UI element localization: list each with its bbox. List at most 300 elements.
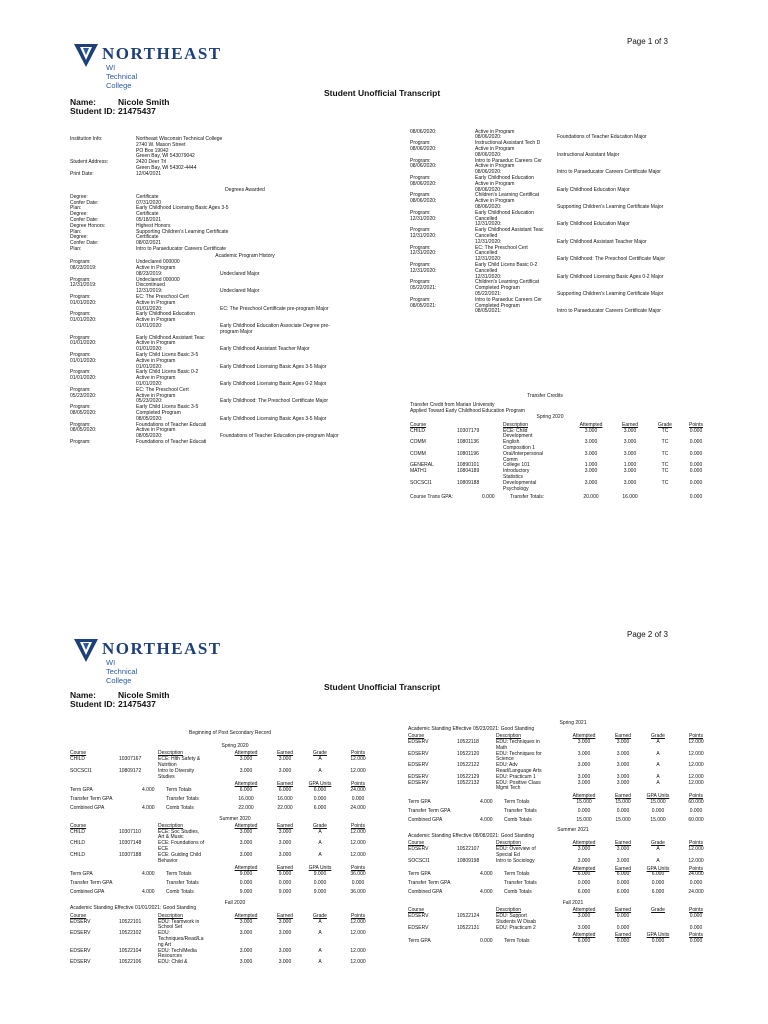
history-value: 08/06/2020: — [475, 203, 502, 210]
course-cell: 3.000 — [577, 924, 591, 931]
course-cell: ECE: Foundations of — [158, 840, 205, 847]
history-value: Early Child Licens Basic 0-2 — [475, 261, 538, 268]
course-cell: 10522120 — [457, 750, 480, 757]
course-cell: 3.000 — [616, 779, 630, 786]
history-value: 08/06/2020: — [475, 134, 502, 141]
degree-label: Confer Date: — [70, 199, 99, 206]
course-cell: 3.000 — [577, 779, 591, 786]
course-cell: Read/Language Arts — [496, 767, 542, 774]
history-value: Undeclared 000000 — [136, 276, 180, 283]
history-label: 08/05/2020: — [70, 409, 97, 416]
column-header: Earned — [276, 912, 294, 919]
degree-label: Degree: — [70, 211, 88, 218]
totals-header: Points — [351, 781, 365, 788]
totals-value: 6.000 — [577, 871, 591, 878]
history-value: Early Child Licens Basic 3-5 — [136, 351, 199, 358]
gpa-label: Term GPA — [408, 798, 431, 805]
history-label: Program: — [70, 311, 91, 318]
totals-label: Term Totals — [166, 871, 192, 878]
history-value: Early Childhood Education — [475, 209, 534, 216]
transfer-cell: 1.000 — [584, 462, 598, 469]
history-label: 01/01/2020: — [70, 317, 97, 324]
course-cell: EDSERV — [408, 924, 429, 931]
term-header: Spring 2020 — [221, 743, 249, 749]
history-value: Active in Program — [136, 317, 176, 324]
course-cell: 3.000 — [616, 762, 630, 769]
course-cell: 12.000 — [688, 857, 704, 864]
gpa-label: Transfer Term GPA — [408, 807, 451, 814]
degree-label: Plan: — [70, 205, 82, 212]
transfer-cell: 10809188 — [457, 479, 480, 486]
history-value: Intro to Paraeduc Careers Cer — [475, 296, 542, 303]
info-label: Print Date: — [70, 170, 94, 177]
degree-label: Degree: — [70, 234, 88, 241]
history-label: Program: — [70, 259, 91, 266]
course-cell: 3.000 — [278, 756, 292, 763]
course-cell: EDU: Tech/Media — [158, 947, 197, 954]
totals-value: 15.000 — [615, 798, 631, 805]
history-label: 12/31/2020: — [410, 267, 437, 274]
info-value: Northeast Wisconsin Technical College — [136, 136, 223, 142]
info-value: PO Box 19042 — [136, 147, 169, 154]
history-value: 08/06/2020: — [475, 151, 502, 158]
history-label: 12/31/2020: — [410, 232, 437, 239]
page-title: Student Unofficial Transcript — [324, 88, 441, 98]
student-id: 21475437 — [118, 699, 156, 709]
column-header: Earned — [276, 822, 294, 829]
totals-label: Term Totals — [166, 787, 192, 794]
course-cell: CHILD — [70, 851, 86, 858]
transfer-cell: 0.000 — [689, 468, 703, 475]
history-value: Intro to Paraeduc Careers Cer — [475, 157, 542, 164]
history-major: Undeclared Major — [220, 288, 260, 295]
transfer-cell: Comm — [503, 456, 518, 463]
course-cell: A — [656, 762, 660, 769]
history-major: program Major — [220, 328, 253, 335]
course-cell: 3.000 — [278, 930, 292, 937]
history-value: 08/06/2020: — [475, 169, 502, 176]
history-value: 08/05/2021: — [475, 308, 502, 315]
course-cell: EDSERV — [408, 738, 429, 745]
totals-header: GPA Units — [308, 865, 332, 872]
degree-value: Certificate — [136, 211, 159, 218]
course-cell: 3.000 — [239, 930, 253, 937]
course-cell: 10522104 — [119, 947, 142, 954]
history-major: Instructional Assistant Major — [557, 151, 620, 158]
history-label: 12/31/2020: — [410, 215, 437, 222]
column-header: Points — [689, 421, 703, 428]
degree-label: Degree Honors: — [70, 222, 106, 229]
history-label: Program: — [70, 369, 91, 376]
column-header: Grade — [658, 421, 672, 428]
totals-header: Attempted — [572, 793, 596, 800]
totals-value: 6.000 — [651, 871, 665, 878]
northeast-logo-icon — [72, 41, 100, 69]
transfer-cell: 3.000 — [623, 479, 637, 486]
totals-value: 6.000 — [313, 804, 327, 811]
transfer-cell: MATH1 — [410, 468, 427, 475]
transfer-cell: English — [503, 439, 520, 446]
totals-value: 0.000 — [651, 938, 665, 945]
transfer-cell: 3.000 — [623, 468, 637, 475]
totals-value: 0.000 — [616, 807, 630, 814]
course-cell: EDSERV — [408, 773, 429, 780]
course-cell: 10307148 — [119, 840, 142, 847]
course-cell: Studies — [158, 773, 175, 780]
history-value: EC: The Preschool Cert — [136, 386, 189, 393]
totals-value: 6.000 — [278, 787, 292, 794]
history-value: Active in Program — [475, 163, 515, 170]
course-cell: Nutrition — [158, 761, 177, 768]
column-header: Points — [689, 907, 703, 914]
course-cell: 12.000 — [688, 773, 704, 780]
history-label: Program: — [410, 227, 431, 234]
course-cell: 12.000 — [350, 930, 366, 937]
totals-value: 15.000 — [576, 816, 592, 823]
totals-header: Earned — [276, 865, 294, 872]
history-label: Program: — [70, 421, 91, 428]
column-header: Points — [689, 840, 703, 847]
history-label: Program: — [70, 276, 91, 283]
transfer-cell: CHILD — [410, 427, 426, 434]
totals-value: 16.000 — [277, 795, 293, 802]
degree-label: Degree: — [70, 193, 88, 200]
course-cell: EDSERV — [408, 779, 429, 786]
transfer-totals-label: Transfer Totals: — [510, 494, 545, 501]
history-major: Early Childhood Education Major — [557, 221, 630, 228]
course-cell: EDU: Techniques for — [496, 750, 542, 757]
course-cell: Math — [496, 744, 508, 751]
history-value: Active in Program — [136, 264, 176, 271]
totals-value: 0.000 — [239, 880, 253, 886]
history-value: Discontinued — [136, 282, 165, 289]
gpa-value: 4.000 — [142, 888, 155, 895]
history-value: Early Childhood Assistant Teac — [475, 227, 544, 234]
totals-header: Points — [351, 865, 365, 872]
course-cell: 0.000 — [616, 912, 630, 919]
totals-value: 0.000 — [313, 795, 327, 802]
course-cell: A — [318, 840, 322, 847]
totals-label: Transfer Totals — [166, 795, 199, 802]
school-name: NORTHEAST — [102, 639, 222, 658]
course-cell: 0.000 — [689, 924, 703, 931]
academic-standing: Academic Standing Effective 08/08/2021: Good Standing — [408, 833, 535, 840]
course-cell: ECE: Guiding Child — [158, 851, 202, 858]
history-value: Active in Program — [475, 198, 515, 205]
course-cell: ECE: Hlth Safety & — [158, 756, 201, 763]
course-cell: 3.000 — [239, 959, 253, 966]
history-value: Children's Learning Certificat — [475, 192, 540, 199]
column-header: Attempted — [234, 822, 258, 829]
course-cell: ECE — [158, 846, 169, 852]
course-cell: 10522129 — [457, 773, 480, 780]
transfer-cell: 0.000 — [689, 439, 703, 446]
column-header: Attempted — [572, 907, 596, 914]
totals-value: 16.000 — [238, 795, 254, 802]
history-label: Program: — [410, 279, 431, 286]
course-cell: CHILD — [70, 840, 86, 847]
history-value: Active in Program — [475, 180, 515, 187]
transfer-cell: 10801136 — [457, 439, 479, 446]
degree-label: Plan: — [70, 228, 82, 235]
history-major: Early Childhood: The Preschool Certificate Major — [557, 256, 666, 263]
totals-header: GPA Units — [308, 781, 332, 788]
transfer-cell: 10307179 — [457, 427, 480, 434]
transfer-source: Transfer Credit from Marian University — [410, 401, 495, 408]
school-logo — [72, 636, 222, 685]
history-label: Program: — [70, 293, 91, 300]
totals-value: 0.000 — [616, 938, 630, 945]
history-value: Completed Program — [475, 285, 520, 292]
course-cell: 10307188 — [119, 851, 142, 858]
history-label: 01/01/2020: — [70, 340, 97, 347]
gpa-label: Term GPA — [70, 871, 93, 878]
degree-value: Certificate — [136, 193, 159, 200]
history-value: 12/31/2020: — [475, 273, 502, 280]
transfer-cell: TC — [661, 427, 669, 434]
course-cell: 10522124 — [457, 912, 480, 919]
transfer-cell: College 101 — [503, 462, 530, 469]
course-cell: 12.000 — [350, 756, 366, 763]
course-cell: School Set — [158, 924, 183, 931]
history-label: 08/06/2020: — [410, 145, 437, 152]
student-id-label: Student ID: — [70, 106, 116, 116]
total-points: 0.000 — [689, 494, 703, 501]
totals-label: Term Totals — [504, 938, 530, 945]
course-cell: 3.000 — [278, 828, 292, 835]
history-label: Program: — [410, 296, 431, 303]
transfer-cell: TC — [661, 450, 669, 457]
total-earned: 16.000 — [622, 494, 638, 501]
column-header: Course — [70, 822, 87, 829]
history-label: 12/31/2019: — [70, 282, 97, 289]
transfer-cell: Statistics — [503, 473, 524, 480]
history-value: 05/23/2020: — [136, 398, 163, 405]
gpa-value: 4.000 — [142, 871, 155, 878]
column-header: Earned — [621, 421, 639, 428]
history-major: Early Childhood: The Preschool Certificate Major — [220, 398, 329, 405]
history-label: Program: — [410, 140, 431, 147]
history-value: 08/06/2020: — [475, 186, 502, 193]
totals-value: 6.000 — [651, 889, 665, 895]
history-value: Cancelled — [475, 215, 498, 222]
column-header: Points — [351, 822, 365, 829]
history-value: Early Child Licens Basic 0-2 — [136, 369, 199, 376]
transfer-cell: 0.000 — [689, 479, 703, 486]
history-value: 05/22/2021: — [475, 290, 502, 297]
course-cell: 3.000 — [616, 750, 630, 757]
trans-gpa-label: Course Trans GPA: — [410, 494, 453, 501]
course-cell: A — [318, 947, 322, 954]
history-value: Instructional Assistant Tech D — [475, 140, 541, 147]
transfer-cell: 3.000 — [584, 450, 598, 457]
course-cell: 3.000 — [278, 918, 292, 925]
totals-value: 22.000 — [277, 804, 293, 811]
course-cell: A — [318, 959, 322, 966]
course-cell: Mgmt Tech — [496, 785, 521, 792]
totals-value: 0.000 — [689, 938, 703, 945]
column-header: Attempted — [234, 912, 258, 919]
section-header: Academic Program History — [215, 253, 275, 260]
totals-label: Term Totals — [504, 871, 530, 878]
totals-header: Points — [689, 865, 703, 872]
totals-value: 22.000 — [238, 804, 254, 811]
transfer-cell: Psychology — [503, 485, 529, 492]
transfer-cell: 10801196 — [457, 450, 479, 457]
course-cell: 10522118 — [457, 738, 479, 745]
history-value: 08/05/2020: — [136, 415, 163, 422]
totals-value: 6.000 — [239, 787, 253, 794]
history-label: Program: — [70, 386, 91, 393]
course-cell: EDU: Overview of — [496, 846, 536, 853]
totals-header: Earned — [276, 781, 294, 788]
history-major: Intro to Paraeducator Careers Certificate Major — [557, 169, 661, 176]
column-header: Attempted — [234, 750, 258, 757]
course-cell: 10809198 — [457, 857, 480, 864]
course-cell: EDSERV — [70, 959, 91, 966]
gpa-label: Transfer Term GPA — [70, 880, 113, 886]
degree-label: Confer Date: — [70, 217, 99, 223]
history-value: Active in Program — [136, 299, 176, 306]
column-header: Grade — [651, 733, 665, 740]
history-major: Early Childhood Education Associate Degree pre- — [220, 322, 330, 329]
degree-value: Early Childhood Licensing Basic Ages 3-5 — [136, 205, 229, 212]
course-cell: CHILD — [70, 828, 86, 835]
transfer-cell: 0.000 — [689, 462, 703, 469]
history-value: 01/01/2020: — [136, 305, 163, 312]
totals-value: 6.000 — [577, 889, 591, 895]
gpa-value: 4.000 — [142, 787, 155, 794]
gpa-label: Term GPA — [408, 871, 431, 878]
totals-header: GPA Units — [646, 865, 670, 872]
course-cell: 10307110 — [119, 828, 141, 835]
history-value: Foundations of Teacher Educati — [136, 438, 207, 445]
term-header: Summer 2020 — [219, 815, 251, 822]
gpa-value: 0.000 — [480, 938, 493, 945]
history-label: Program: — [70, 404, 91, 411]
course-cell: 10809172 — [119, 767, 142, 774]
course-cell: 0.000 — [616, 924, 630, 931]
history-major: Early Childhood Assistant Teacher Major — [557, 238, 647, 245]
course-cell: A — [318, 828, 322, 835]
term-header: Fall 2020 — [224, 899, 246, 906]
totals-value: 60.000 — [688, 816, 704, 823]
transfer-cell: 1.000 — [623, 462, 637, 469]
course-cell: 10522131 — [457, 924, 480, 931]
transfer-cell: COMM — [410, 439, 426, 446]
info-value: 2740 W. Mason Street — [136, 141, 186, 148]
history-value: Active in Program — [475, 145, 515, 152]
history-label: 01/01/2020: — [70, 357, 97, 364]
course-cell: 12.000 — [350, 947, 366, 954]
transfer-cell: Composition 1 — [503, 444, 535, 451]
totals-header: Points — [689, 793, 703, 800]
column-header: Course — [408, 733, 425, 740]
transfer-cell: Oral/Interpersonal — [503, 450, 544, 457]
gpa-label: Transfer Term GPA — [408, 880, 451, 887]
totals-value: 0.000 — [351, 880, 365, 886]
history-value: 01/01/2020: — [136, 322, 163, 329]
course-cell: EDSERV — [70, 918, 91, 925]
totals-header: Attempted — [572, 865, 596, 872]
course-cell: 3.000 — [577, 738, 591, 745]
transfer-cell: GENERAL — [410, 462, 434, 469]
page-number: Page 1 of 3 — [627, 37, 668, 46]
student-id: 21475437 — [118, 106, 156, 116]
course-cell: 3.000 — [577, 857, 591, 864]
history-label: 08/23/2019: — [70, 264, 97, 271]
history-value: Completed Program — [136, 409, 181, 416]
history-label: Program: — [410, 174, 431, 181]
totals-header: Points — [689, 932, 703, 939]
totals-value: 6.000 — [577, 938, 591, 945]
column-header: Course — [408, 907, 425, 914]
course-cell: 3.000 — [239, 947, 253, 954]
trans-gpa-value: 0.000 — [482, 494, 495, 501]
transfer-cell: Introductory — [503, 468, 530, 475]
history-value: Active in Program — [136, 392, 176, 399]
column-header: Description — [496, 733, 522, 740]
transfer-cell: 3.000 — [584, 427, 598, 434]
history-major: Early Childhood Licensing Basic Ages 0-2 Major — [220, 380, 327, 387]
course-cell: EDSERV — [408, 912, 429, 919]
gpa-value: 4.000 — [480, 816, 493, 823]
course-cell: 10522101 — [119, 918, 142, 925]
degree-value: 08/02/2021 — [136, 240, 162, 247]
info-value: Green Bay, WI 54302-4444 — [136, 165, 197, 171]
history-label: Program: — [410, 244, 431, 251]
totals-value: 36.000 — [350, 888, 366, 895]
gpa-label: Combined GPA — [408, 889, 443, 895]
term-header: Spring 2020 — [536, 414, 564, 421]
totals-label: Term Totals — [504, 798, 530, 805]
course-cell: 3.000 — [239, 767, 253, 774]
course-cell: 12.000 — [350, 840, 366, 847]
totals-header: GPA Units — [646, 793, 670, 800]
transfer-cell: 0.000 — [689, 450, 703, 457]
student-name: Nicole Smith — [118, 690, 170, 700]
column-header: Course — [70, 912, 87, 919]
school-logo — [72, 41, 222, 90]
course-cell: A — [318, 918, 322, 925]
course-cell: 3.000 — [278, 959, 292, 966]
history-label: 08/05/2020: — [70, 427, 97, 434]
course-cell: 3.000 — [616, 773, 630, 780]
course-cell: 10522106 — [119, 959, 142, 966]
history-value: 08/05/2020: — [136, 433, 163, 440]
column-header: Attempted — [572, 733, 596, 740]
history-value: Cancelled — [475, 232, 498, 239]
history-value: Active in Program — [136, 375, 176, 382]
totals-label: Transfer Totals — [504, 807, 537, 814]
course-cell: 12.000 — [350, 959, 366, 966]
course-cell: EDU: Practicum 1 — [496, 773, 536, 780]
transfer-cell: TC — [661, 468, 669, 475]
history-major: Foundations of Teacher Education pre-program Major — [220, 433, 339, 440]
transfer-cell: 3.000 — [623, 439, 637, 446]
course-cell: A — [318, 767, 322, 774]
course-cell: EDU: — [158, 930, 170, 937]
totals-value: 6.000 — [616, 889, 630, 895]
totals-value: 0.000 — [577, 807, 591, 814]
course-cell: EDSERV — [408, 762, 429, 769]
column-header: Earned — [614, 907, 632, 914]
totals-value: 9.000 — [278, 888, 292, 895]
column-header: Grade — [313, 822, 327, 829]
page-title: Student Unofficial Transcript — [324, 682, 441, 692]
totals-label: Transfer Totals — [504, 880, 537, 887]
history-label: 08/06/2020: — [410, 128, 437, 135]
